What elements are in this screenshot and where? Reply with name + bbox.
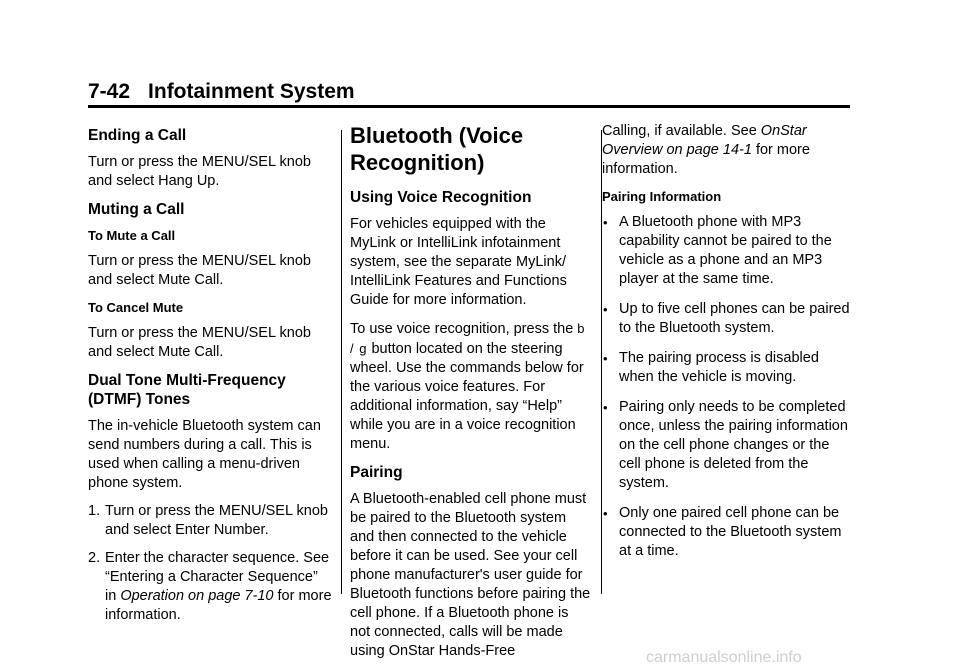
ending-call-text: Turn or press the MENU/SEL knob and select Hang Up.: [88, 154, 311, 189]
instruction-text: To use voice recognition, press the: [350, 321, 578, 337]
bullet-text: A Bluetooth phone with MP3 capability cannot be paired to the vehicle as a phone and an MP3 player at the same time.: [619, 214, 832, 287]
column-right: [602, 122, 852, 572]
bullet-icon: •: [603, 351, 608, 366]
push-to-talk-icon: b / g: [350, 321, 586, 356]
pairing-info-list: [602, 213, 852, 561]
watermark: carmanualsonline.info: [646, 649, 802, 666]
dtmf-heading: Dual Tone Multi-Frequency (DTMF) Tones: [88, 372, 286, 408]
list-item: [602, 504, 852, 561]
ending-call-heading: Ending a Call: [88, 127, 187, 144]
list-item: [602, 398, 852, 493]
instruction-text: button located on the steering wheel. Use the commands below for the various voice features. For additional information, say “Help” while you are in a voice recognition menu.: [350, 341, 584, 452]
to-mute-heading: To Mute a Call: [88, 228, 176, 243]
continued-text: for more information.: [602, 142, 810, 177]
bullet-icon: •: [603, 400, 608, 415]
list-item: [88, 502, 333, 540]
pairing-continued-text: [602, 122, 852, 179]
list-item: [602, 300, 852, 338]
column-middle: [350, 122, 592, 670]
step-number: 2.: [88, 550, 101, 566]
using-vr-text: For vehicles equipped with the MyLink or IntelliLink infotainment system, see the separate MyLink/ IntelliLink Features and Functions Guide for more information.: [350, 216, 567, 308]
using-vr-instructions: [350, 319, 592, 454]
column-left: [88, 122, 333, 634]
dtmf-text: The in-vehicle Bluetooth system can send numbers during a call. This is used when calling a menu-driven phone system.: [88, 418, 321, 491]
step-number: 1.: [88, 503, 101, 519]
header-rule: [88, 105, 850, 108]
cross-reference-link[interactable]: OnStar Overview on page 14-1: [602, 123, 807, 158]
bullet-icon: •: [603, 215, 608, 230]
list-item: [602, 213, 852, 289]
page-header: [88, 78, 850, 108]
section-title: Infotainment System: [148, 80, 355, 103]
page-title: [88, 80, 355, 104]
to-cancel-mute-text: Turn or press the MENU/SEL knob and select Mute Call.: [88, 325, 311, 360]
column-divider: [341, 130, 342, 594]
bullet-text: The pairing process is disabled when the vehicle is moving.: [619, 350, 819, 385]
using-vr-heading: Using Voice Recognition: [350, 189, 532, 206]
list-item: [602, 349, 852, 387]
to-cancel-mute-heading: To Cancel Mute: [88, 300, 184, 315]
dtmf-steps: [88, 502, 333, 625]
pairing-info-heading: Pairing Information: [602, 189, 722, 204]
bullet-text: Up to five cell phones can be paired to the Bluetooth system.: [619, 301, 850, 336]
to-mute-text: Turn or press the MENU/SEL knob and select Mute Call.: [88, 253, 311, 288]
bullet-text: Only one paired cell phone can be connected to the Bluetooth system at a time.: [619, 505, 842, 559]
pairing-text: A Bluetooth-enabled cell phone must be paired to the Bluetooth system and then connected to the vehicle before it can be used. See your cell phone manufacturer's user guide for Bluetooth functions before pairing the cell phone. If a Bluetooth phone is not connected, calls will be made using OnStar Hands-Free: [350, 491, 591, 659]
bullet-text: Pairing only needs to be completed once, unless the pairing information on the cell phone changes or the cell phone is deleted from the system.: [619, 399, 848, 491]
pairing-heading: Pairing: [350, 464, 403, 481]
step-text: for more information.: [105, 588, 332, 623]
list-item: [88, 549, 333, 625]
page-number: 7-42: [88, 80, 131, 103]
cross-reference-link[interactable]: Operation on page 7-10: [120, 588, 274, 604]
bullet-icon: •: [603, 302, 608, 317]
continued-text: Calling, if available. See: [602, 123, 761, 139]
bullet-icon: •: [603, 506, 608, 521]
bluetooth-vr-title: Bluetooth (Voice Recognition): [350, 123, 524, 175]
step-text: Enter the character sequence. See “Entering a Character Sequence” in: [105, 550, 330, 604]
muting-call-heading: Muting a Call: [88, 201, 185, 218]
step-text: Turn or press the MENU/SEL knob and select Enter Number.: [105, 503, 328, 538]
